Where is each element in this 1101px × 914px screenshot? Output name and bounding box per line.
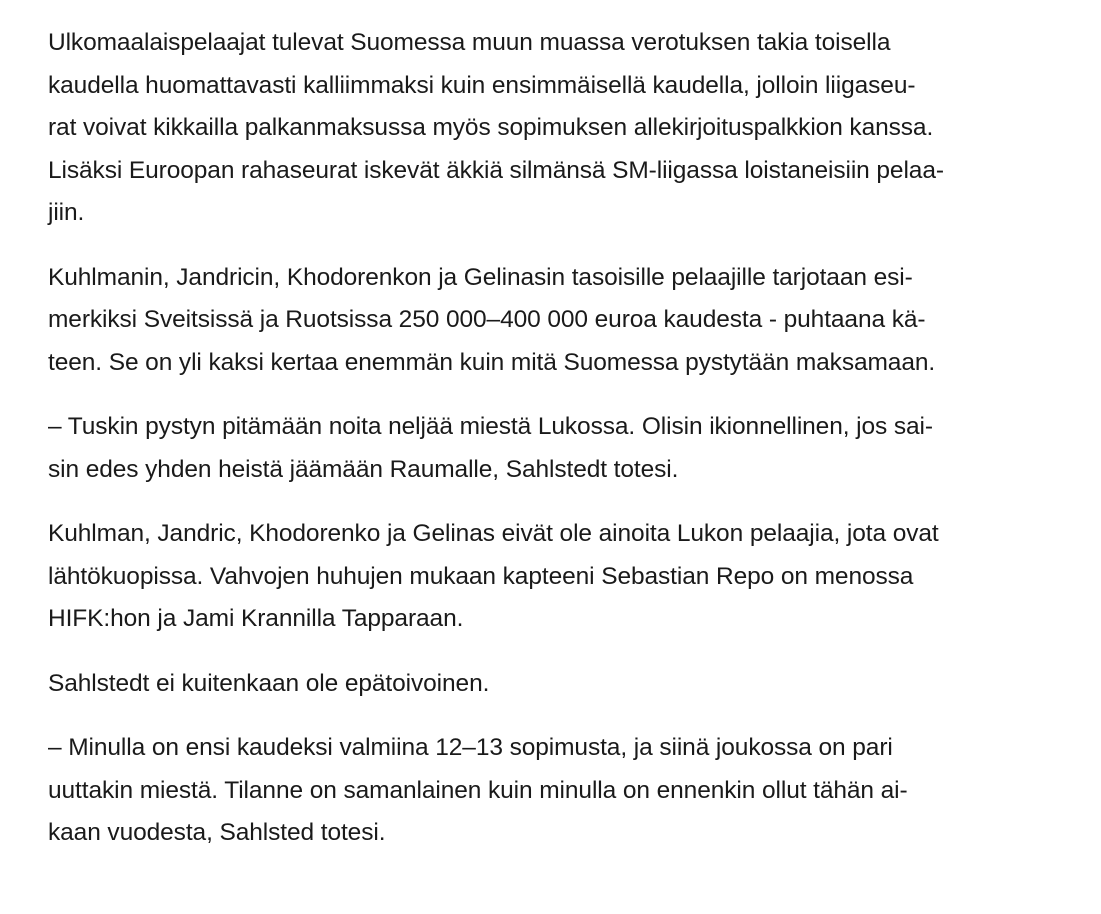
text-line: kaan vuodesta, Sahlsted totesi. bbox=[48, 819, 386, 846]
text-line: Lisäksi Euroopan rahaseurat iskevät äkkiä silmänsä SM-liigassa loistaneisiin pelaa- bbox=[48, 156, 944, 184]
text-line: jiin. bbox=[48, 199, 85, 226]
text-line: sin edes yhden heistä jäämään Raumalle, Sahlstedt totesi. bbox=[48, 455, 679, 483]
text-line: Ulkomaalaispelaajat tulevat Suomessa muun muassa verotuksen takia toisella bbox=[48, 29, 891, 56]
text-line: HIFK:hon ja Jami Krannilla Tapparaan. bbox=[48, 605, 464, 632]
text-line: kaudella huomattavasti kalliimmaksi kuin ensimmäisellä kaudella, jolloin liigaseu- bbox=[48, 71, 916, 99]
text-line: lähtökuopissa. Vahvojen huhujen mukaan kapteeni Sebastian Repo on menossa bbox=[48, 562, 914, 590]
text-line: teen. Se on yli kaksi kertaa enemmän kuin mitä Suomessa pystytään maksamaan. bbox=[48, 348, 936, 376]
text-line: – Minulla on ensi kaudeksi valmiina 12–13 sopimusta, ja siinä joukossa on pari bbox=[48, 734, 893, 761]
text-line: Kuhlmanin, Jandricin, Khodorenkon ja Gelinasin tasoisille pelaajille tarjotaan esi- bbox=[48, 263, 913, 291]
text-line: Sahlstedt ei kuitenkaan ole epätoivoinen. bbox=[48, 669, 490, 697]
text-line: Kuhlman, Jandric, Khodorenko ja Gelinas eivät ole ainoita Lukon pelaajia, jota ovat bbox=[48, 520, 939, 547]
text-line: rat voivat kikkailla palkanmaksussa myös sopimuksen allekirjoituspalkkion kanssa. bbox=[48, 114, 934, 141]
paragraph bbox=[48, 22, 1048, 235]
quote-paragraph bbox=[48, 727, 1048, 855]
paragraph bbox=[48, 257, 1048, 385]
text-line: merkiksi Sveitsissä ja Ruotsissa 250 000–400 000 euroa kaudesta - puhtaana kä- bbox=[48, 306, 926, 333]
paragraph bbox=[48, 513, 1048, 641]
text-line: – Tuskin pystyn pitämään noita neljää miestä Lukossa. Olisin ikionnellinen, jos sai- bbox=[48, 413, 933, 440]
quote-paragraph bbox=[48, 406, 1048, 491]
paragraph bbox=[48, 663, 1048, 706]
article-body bbox=[48, 22, 1048, 877]
text-line: uuttakin miestä. Tilanne on samanlainen kuin minulla on ennenkin ollut tähän ai- bbox=[48, 776, 908, 804]
